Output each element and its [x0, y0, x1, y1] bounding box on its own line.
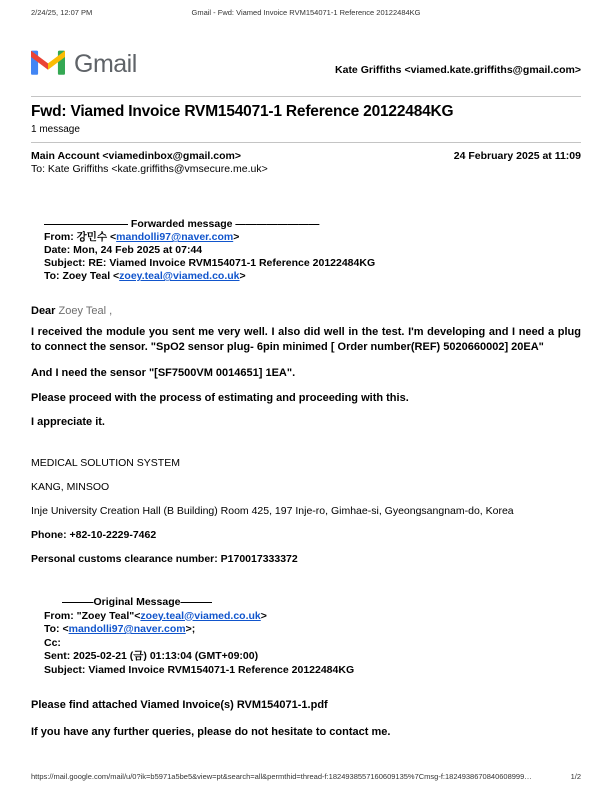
gmail-logo-text: Gmail [74, 50, 137, 78]
meta-from: Main Account <viamedinbox@gmail.com> [31, 150, 241, 162]
original-to-line [44, 623, 581, 637]
email-subject: Fwd: Viamed Invoice RVM154071-1 Reference 20122484KG [31, 103, 454, 120]
masthead [31, 49, 581, 80]
body-paragraph-3: Please proceed with the process of estimating and proceeding with this. [31, 392, 409, 404]
forwarded-from-line [44, 231, 581, 244]
forwarded-from-label: From: 강민수 < [44, 231, 117, 243]
forwarded-to-email-link[interactable]: zoey.teal@viamed.co.uk [119, 270, 240, 282]
salutation [31, 305, 581, 317]
print-doc-title: Gmail - Fwd: Viamed Invoice RVM154071-1 Reference 20122484KG [191, 8, 421, 17]
body-paragraph-4: I appreciate it. [31, 416, 105, 428]
original-subject-line: Subject: Viamed Invoice RVM154071-1 Reference 20122484KG [44, 663, 355, 676]
signature-customs-number: Personal customs clearance number: P170017333372 [31, 553, 298, 565]
original-divider: ———Original Message——— [62, 596, 212, 608]
original-from-email-link[interactable]: zoey.teal@viamed.co.uk [140, 609, 261, 622]
forwarded-subject-line: Subject: RE: Viamed Invoice RVM154071-1 Reference 20122484KG [44, 257, 376, 269]
forwarded-message-header [44, 218, 581, 283]
account-owner: Kate Griffiths <viamed.kate.griffiths@gmail.com> [335, 64, 581, 76]
subject-block [31, 96, 581, 143]
gmail-m-icon [31, 49, 65, 80]
forwarded-date-line: Date: Mon, 24 Feb 2025 at 07:44 [44, 244, 203, 256]
original-cc-line: Cc: [44, 636, 61, 649]
print-header [31, 8, 581, 19]
print-page-number: 1/2 [570, 772, 581, 781]
signature-block [31, 456, 581, 567]
signature-address: Inje University Creation Hall (B Building) Room 425, 197 Inje-ro, Gimhae-si, Gyeongsangnam-do, Korea [31, 505, 514, 517]
signature-phone: Phone: +82-10-2229-7462 [31, 529, 157, 541]
original-to-suffix: >; [185, 623, 196, 635]
forwarded-to-line [44, 270, 581, 283]
original-sent-line: Sent: 2025-02-21 (금) 01:13:04 (GMT+09:00) [44, 650, 259, 662]
original-from-suffix: > [260, 609, 267, 622]
forwarded-divider: ———————— Forwarded message ———————— [44, 218, 320, 230]
forwarded-from-email-link[interactable]: mandolli97@naver.com [116, 231, 234, 243]
contact-note: If you have any further queries, please do not hesitate to contact me. [31, 726, 391, 738]
forwarded-from-suffix: > [233, 231, 240, 243]
attachment-note: Please find attached Viamed Invoice(s) RVM154071-1.pdf [31, 699, 328, 711]
forwarded-to-label: To: Zoey Teal < [44, 270, 120, 282]
salutation-recipient-name: Zoey Teal , [58, 305, 113, 317]
message-meta [31, 150, 581, 176]
body-paragraph-1: I received the module you sent me very well. I also did well in the test. I'm developing and I need a plug to connect the sensor. "SpO2 sensor plug- 6pin minimed [ Order number(REF) 5020660002] 20EA" [31, 326, 581, 353]
print-footer [31, 772, 581, 781]
print-datetime: 2/24/25, 12:07 PM [31, 8, 93, 17]
original-from-line [44, 610, 581, 624]
gmail-logo [31, 49, 137, 80]
body-paragraph-2: And I need the sensor "[SF7500VM 0014651] 1EA". [31, 367, 296, 379]
salutation-dear: Dear [31, 305, 59, 317]
forwarded-to-suffix: > [239, 270, 246, 282]
original-message-header [44, 596, 581, 677]
signature-company: MEDICAL SOLUTION SYSTEM [31, 457, 180, 469]
original-to-email-link[interactable]: mandolli97@naver.com [68, 623, 186, 635]
signature-name: KANG, MINSOO [31, 481, 110, 493]
meta-to: To: Kate Griffiths <kate.griffiths@vmsecure.me.uk> [31, 163, 268, 175]
original-to-label: To: < [44, 623, 69, 635]
meta-date: 24 February 2025 at 11:09 [453, 150, 581, 162]
original-from-label: From: "Zoey Teal"< [44, 609, 141, 622]
message-count: 1 message [31, 124, 80, 135]
print-footer-url: https://mail.google.com/mail/u/0?ik=b5971a5be5&view=pt&search=all&permthid=thread-f:1824938557160609135%7Cmsg-f:1824938670840608999… [31, 772, 532, 781]
